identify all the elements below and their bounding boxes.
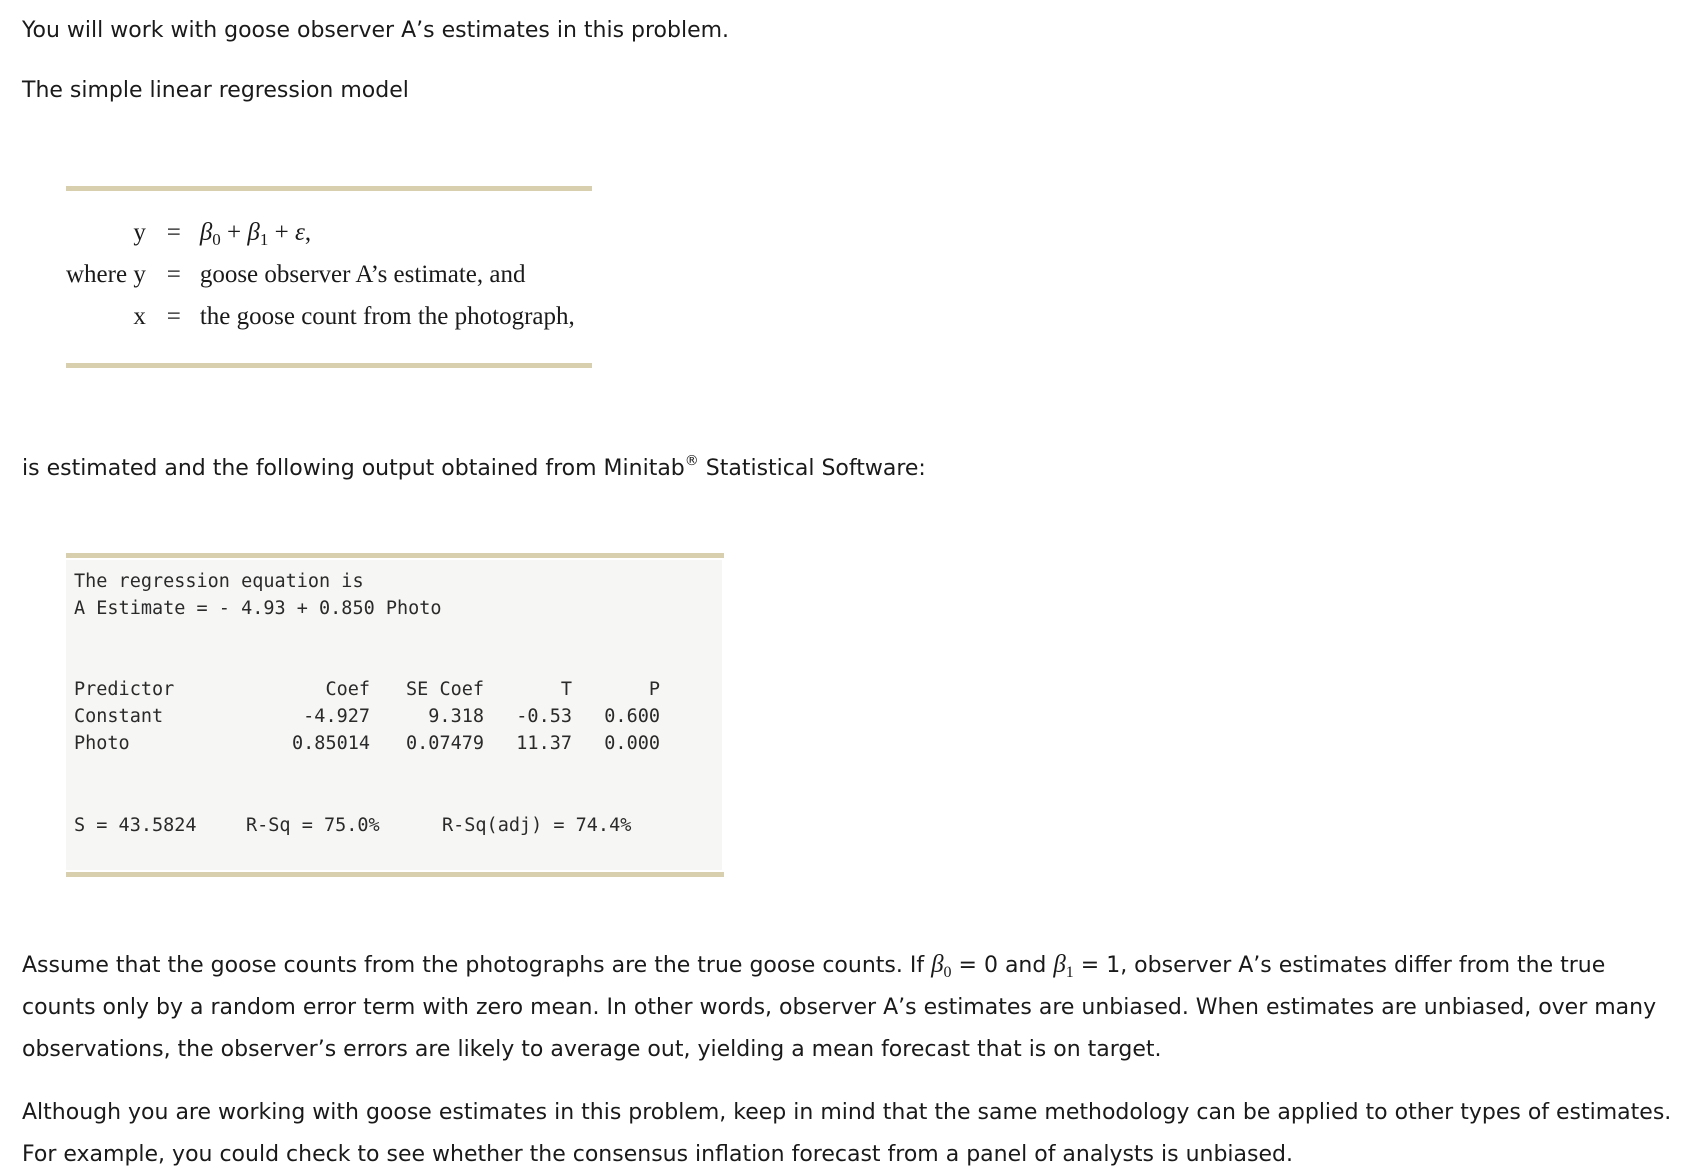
- model-lhs-y: y: [133, 219, 146, 246]
- beta0-symbol: $\beta_0$: [931, 951, 952, 981]
- stat-rsq-adj: R-Sq(adj) = 74.4%: [442, 815, 632, 836]
- stat-s: S = 43.5824: [74, 815, 197, 836]
- estimated-text-main: is estimated and the following output obtained from Minitab: [22, 456, 685, 481]
- model-row-x: [66, 296, 575, 338]
- model-intro-text: The simple linear regression model: [22, 78, 409, 103]
- software-text: Statistical Software:: [698, 456, 926, 481]
- where-y: y: [133, 261, 146, 288]
- row-photo-t: 11.37: [516, 733, 572, 754]
- row-photo-coef: 0.85014: [292, 733, 370, 754]
- row-constant-coef: -4.927: [303, 706, 370, 727]
- model-bottom-rule: [66, 363, 592, 368]
- model-def-x: the goose count from the photograph,: [199, 303, 575, 330]
- estimated-text: [22, 448, 926, 490]
- assume-rest: = 1, observer A’s estimates differ from the true counts only by a random error term with zero mean. In other words, observer A’s estimates are unbiased. When estimates are unbiased, over many observations, the observer’s errors are likely to average out, yielding a mean forecast that is on target.: [22, 953, 1657, 1062]
- assume-beta0-eq: = 0 and: [951, 953, 1054, 978]
- row-photo-p: 0.000: [604, 733, 660, 754]
- assume-paragraph: [22, 944, 1672, 1071]
- minitab-bottom-rule: [66, 872, 724, 877]
- assume-part1: Assume that the goose counts from the photographs are the true goose counts. If: [22, 953, 932, 978]
- model-top-rule: [66, 186, 592, 191]
- where-word: where: [66, 261, 128, 288]
- header-coef: Coef: [325, 679, 370, 700]
- registered-mark: ®: [684, 453, 699, 469]
- header-predictor: Predictor: [74, 679, 175, 700]
- row-constant-se: 9.318: [428, 706, 484, 727]
- model-row-y: [66, 212, 575, 254]
- row-photo-predictor: Photo: [74, 733, 130, 754]
- model-eq-sign: =: [166, 219, 181, 246]
- intro-text: You will work with goose observer A’s estimates in this problem.: [22, 18, 730, 43]
- minitab-output: [66, 560, 722, 870]
- header-se-coef: SE Coef: [406, 679, 484, 700]
- regression-equation: A Estimate = - 4.93 + 0.850 Photo: [74, 598, 442, 619]
- row-constant-p: 0.600: [604, 706, 660, 727]
- stat-rsq: R-Sq = 75.0%: [246, 815, 380, 836]
- model-row-where: [66, 254, 575, 296]
- regression-heading: The regression equation is: [74, 571, 364, 592]
- model-eq-sign: =: [166, 261, 181, 288]
- header-p: P: [648, 679, 660, 700]
- model-eq-sign: =: [166, 303, 181, 330]
- row-photo-se: 0.07479: [406, 733, 484, 754]
- row-constant-t: -0.53: [516, 706, 572, 727]
- model-def-y: goose observer A’s estimate, and: [199, 261, 526, 288]
- minitab-top-rule: [66, 553, 724, 558]
- model-lhs-where: [66, 254, 156, 296]
- header-t: T: [560, 679, 572, 700]
- although-paragraph: Although you are working with goose estimates in this problem, keep in mind that the same methodology can be applied to other types of estimates. For example, you could check to see whether the consensus inflation forecast from a panel of analysts is unbiased.: [22, 1100, 1672, 1167]
- model-formula: $\beta_0 + \beta_1 + \varepsilon$,: [199, 219, 312, 249]
- row-constant-predictor: Constant: [74, 706, 164, 727]
- model-equation-table: [66, 212, 575, 338]
- model-lhs-x: x: [133, 303, 146, 330]
- beta1-symbol: $\beta_1$: [1053, 951, 1074, 981]
